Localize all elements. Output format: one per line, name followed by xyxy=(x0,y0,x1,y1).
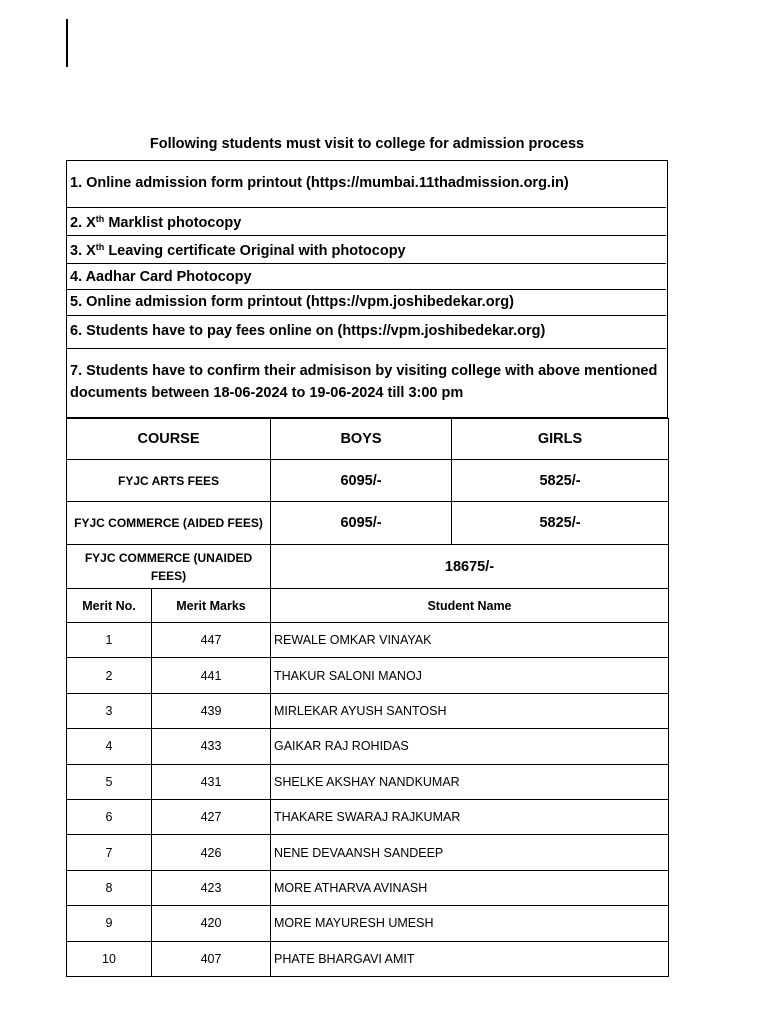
column-header-student-name: Student Name xyxy=(271,589,669,623)
merit-marks: 427 xyxy=(152,799,271,834)
student-name: PHATE BHARGAVI AMIT xyxy=(271,941,669,976)
table-row xyxy=(67,623,669,658)
merit-marks: 426 xyxy=(152,835,271,870)
merit-number: 4 xyxy=(67,729,152,764)
fees-row xyxy=(67,460,669,502)
merit-list-title: FYJC COMMERCE AIDED FIRST MERIT LIST (2024-25) xyxy=(180,99,554,115)
student-name: REWALE OMKAR VINAYAK xyxy=(271,623,669,658)
fee-boys: 6095/- xyxy=(271,460,452,502)
column-header-merit-no: Merit No. xyxy=(67,589,152,623)
fee-combined: 18675/- xyxy=(271,545,669,589)
table-row xyxy=(67,941,669,976)
merit-number: 9 xyxy=(67,906,152,941)
student-name: NENE DEVAANSH SANDEEP xyxy=(271,835,669,870)
table-row xyxy=(67,729,669,764)
student-name: THAKARE SWARAJ RAJKUMAR xyxy=(271,799,669,834)
column-header-boys: BOYS xyxy=(271,419,452,460)
merit-marks: 439 xyxy=(152,693,271,728)
merit-header-row xyxy=(67,589,669,623)
requirement-item: 1. Online admission form printout (https://mumbai.11thadmission.org.in) xyxy=(67,161,666,208)
requirement-item: 2. Xth Marklist photocopy xyxy=(67,208,666,236)
merit-table xyxy=(66,588,669,977)
requirements-list xyxy=(66,160,668,418)
merit-marks: 431 xyxy=(152,764,271,799)
merit-number: 6 xyxy=(67,799,152,834)
fees-header-row xyxy=(67,419,669,460)
fees-row xyxy=(67,545,669,589)
merit-marks: 423 xyxy=(152,870,271,905)
merit-number: 8 xyxy=(67,870,152,905)
merit-number: 10 xyxy=(67,941,152,976)
fee-girls: 5825/- xyxy=(452,460,669,502)
fees-table xyxy=(66,418,669,589)
merit-number: 7 xyxy=(67,835,152,870)
merit-number: 1 xyxy=(67,623,152,658)
merit-rows xyxy=(67,623,669,977)
merit-marks: 420 xyxy=(152,906,271,941)
requirement-item: 3. Xth Leaving certificate Original with photocopy xyxy=(67,236,666,264)
column-header-merit-marks: Merit Marks xyxy=(152,589,271,623)
student-name: SHELKE AKSHAY NANDKUMAR xyxy=(271,764,669,799)
college-location: THANE WEST xyxy=(320,46,416,62)
admission-notice: Following students must visit to college for admission process xyxy=(149,136,585,152)
merit-number: 3 xyxy=(67,693,152,728)
fee-course: FYJC COMMERCE (AIDED FEES) xyxy=(67,502,271,545)
table-row xyxy=(67,835,669,870)
requirement-item: 4. Aadhar Card Photocopy xyxy=(67,264,666,290)
table-row xyxy=(67,799,669,834)
requirement-item: 6. Students have to pay fees online on (https://vpm.joshibedekar.org) xyxy=(67,316,666,349)
table-row xyxy=(67,906,669,941)
fees-row xyxy=(67,502,669,545)
column-header-course: COURSE xyxy=(67,419,271,460)
table-row xyxy=(67,658,669,693)
column-header-girls: GIRLS xyxy=(452,419,669,460)
merit-marks: 433 xyxy=(152,729,271,764)
merit-marks: 407 xyxy=(152,941,271,976)
table-row xyxy=(67,764,669,799)
college-name-line: 27211401416 - K.G.JOSHI COLLEGE ARTS & N.G.BEDEKAR COLLEGE COMMERCE xyxy=(80,25,656,41)
fee-girls: 5825/- xyxy=(452,502,669,545)
merit-marks: 447 xyxy=(152,623,271,658)
table-row xyxy=(67,693,669,728)
merit-number: 5 xyxy=(67,764,152,799)
student-name: MIRLEKAR AYUSH SANTOSH xyxy=(271,693,669,728)
fee-course: FYJC COMMERCE (UNAIDED FEES) xyxy=(67,545,271,589)
student-name: GAIKAR RAJ ROHIDAS xyxy=(271,729,669,764)
fee-boys: 6095/- xyxy=(271,502,452,545)
student-name: THAKUR SALONI MANOJ xyxy=(271,658,669,693)
college-name xyxy=(66,19,668,67)
student-name: MORE MAYURESH UMESH xyxy=(271,906,669,941)
requirement-item: 7. Students have to confirm their admisison by visiting college with above mentioned documents between 18-06-2024 to 19-06-2024 till 3:00 pm xyxy=(70,363,658,401)
student-name: MORE ATHARVA AVINASH xyxy=(271,870,669,905)
quota-title: Students Applied for In-House Quota [MU0597CGE] xyxy=(190,69,544,85)
merit-marks: 441 xyxy=(152,658,271,693)
fee-course: FYJC ARTS FEES xyxy=(67,460,271,502)
table-row xyxy=(67,870,669,905)
merit-number: 2 xyxy=(67,658,152,693)
requirement-item: 5. Online admission form printout (https://vpm.joshibedekar.org) xyxy=(67,290,666,316)
